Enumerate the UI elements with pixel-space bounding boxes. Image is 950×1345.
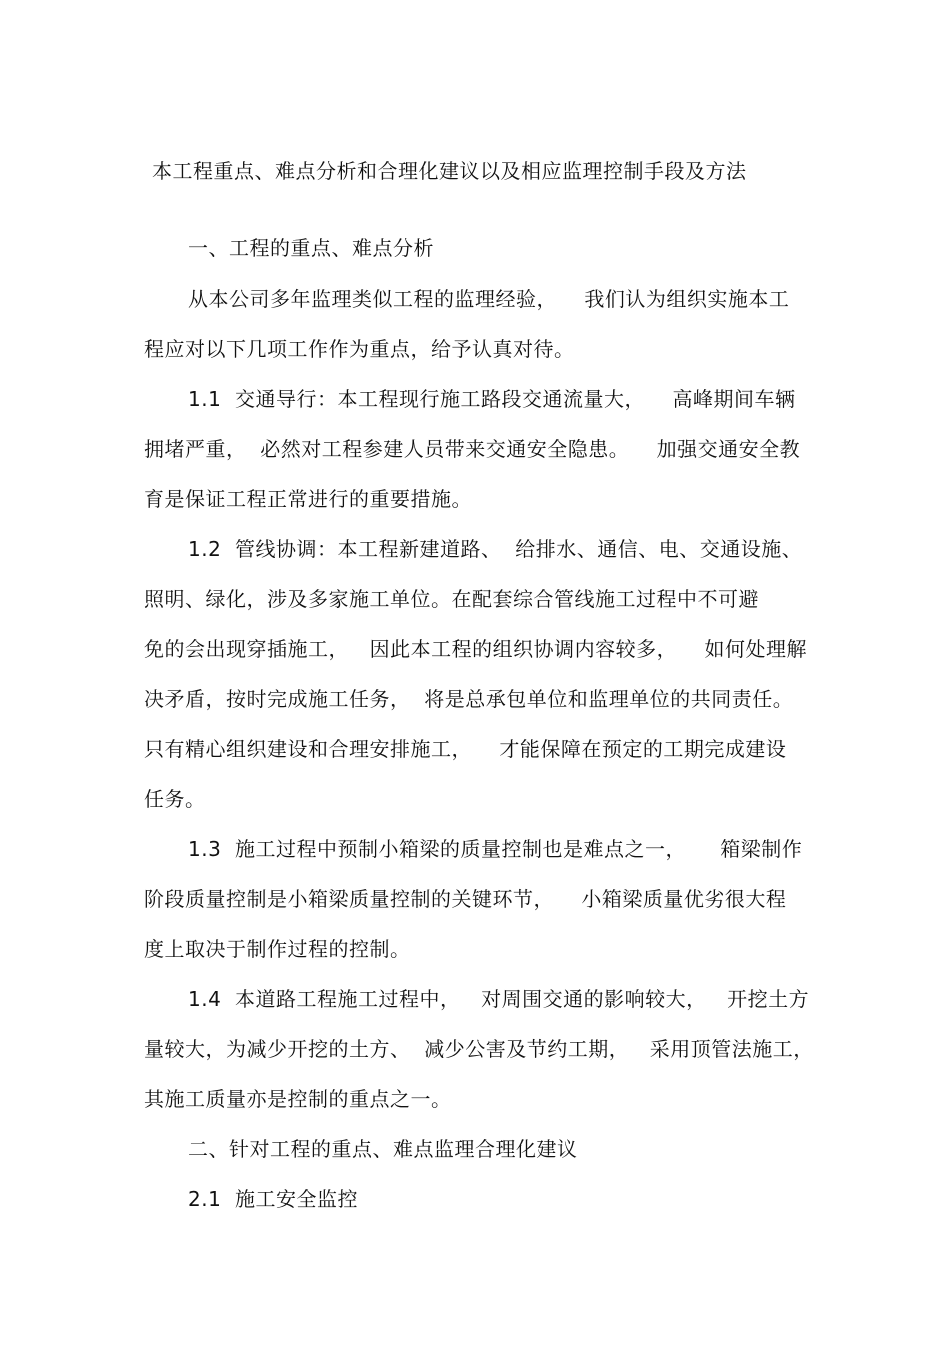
item-2-1-heading: 2.1 施工安全监控 [188,1187,359,1211]
item-1-3-line-2: 阶段质量控制是小箱梁质量控制的关键环节， 小箱梁质量优劣很大程 [144,887,787,911]
item-1-3-line-1: 1.3 施工过程中预制小箱梁的质量控制也是难点之一， 箱梁制作 [188,837,803,861]
item-1-2-line-4: 决矛盾，按时完成施工任务， 将是总承包单位和监理单位的共同责任。 [144,687,794,711]
item-1-2-line-2: 照明、绿化，涉及多家施工单位。在配套综合管线施工过程中不可避 [144,587,759,611]
item-1-1-line-1: 1.1 交通导行：本工程现行施工路段交通流量大， 高峰期间车辆 [188,387,796,411]
intro-line-2: 程应对以下几项工作作为重点，给予认真对待。 [144,337,575,361]
item-1-2-line-6: 任务。 [144,787,206,811]
item-1-1-line-3: 育是保证工程正常进行的重要措施。 [144,487,472,511]
section-1-heading: 一、工程的重点、难点分析 [188,236,434,260]
intro-line-1: 从本公司多年监理类似工程的监理经验， 我们认为组织实施本工 [188,287,790,311]
item-1-1-line-2: 拥堵严重， 必然对工程参建人员带来交通安全隐患。 加强交通安全教 [144,437,801,461]
document-title: 本工程重点、难点分析和合理化建议以及相应监理控制手段及方法 [152,159,747,183]
item-1-4-line-2: 量较大，为减少开挖的土方、 减少公害及节约工期， 采用顶管法施工， [144,1037,814,1061]
item-1-2-line-5: 只有精心组织建设和合理安排施工， 才能保障在预定的工期完成建设 [144,737,787,761]
item-1-2-line-1: 1.2 管线协调：本工程新建道路、 给排水、通信、电、交通设施、 [188,537,803,561]
item-1-2-line-3: 免的会出现穿插施工， 因此本工程的组织协调内容较多， 如何处理解 [144,637,808,661]
item-1-4-line-3: 其施工质量亦是控制的重点之一。 [144,1087,452,1111]
section-2-heading: 二、针对工程的重点、难点监理合理化建议 [188,1137,578,1161]
item-1-3-line-3: 度上取决于制作过程的控制。 [144,937,411,961]
item-1-4-line-1: 1.4 本道路工程施工过程中， 对周围交通的影响较大， 开挖土方 [188,987,810,1011]
